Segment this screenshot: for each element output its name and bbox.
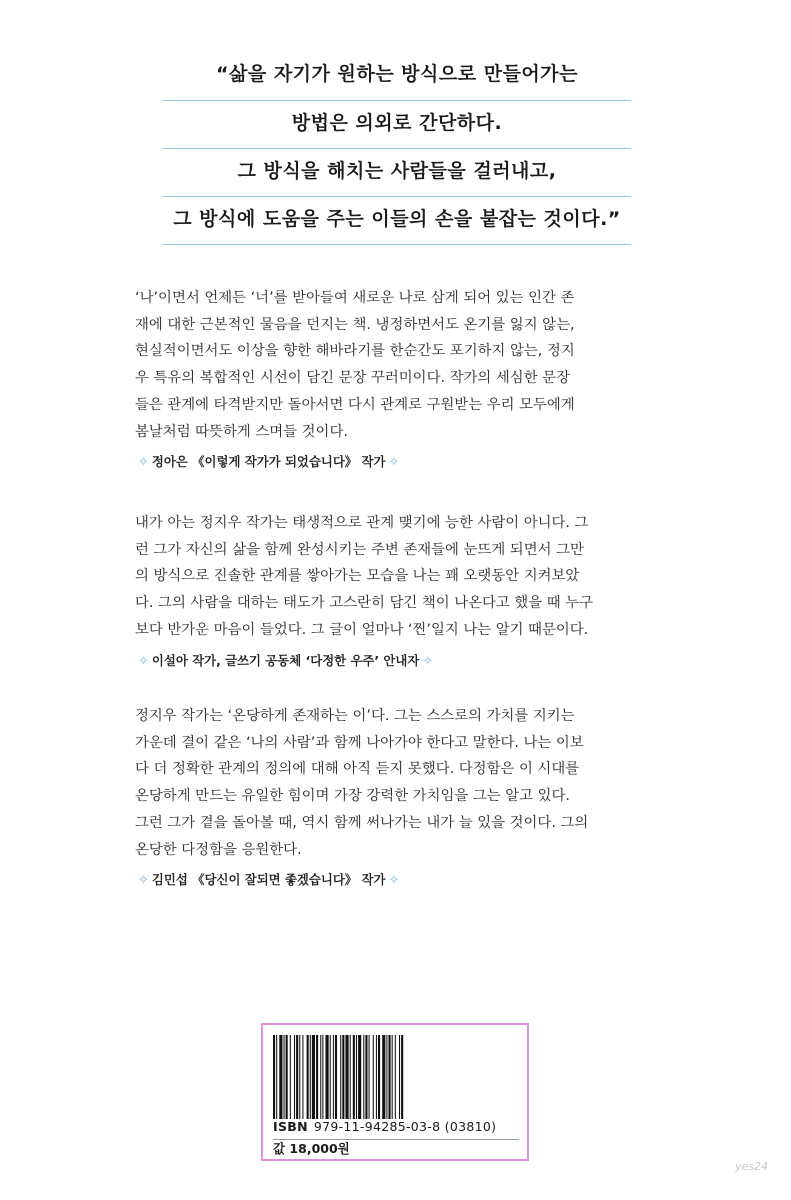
review-line: 다. 그의 사람을 대하는 태도가 고스란히 담긴 책이 나온다고 했을 때 누구	[135, 595, 594, 612]
sparkle-icon: ✧	[422, 653, 434, 669]
review-attribution	[135, 870, 663, 888]
review-text	[135, 510, 663, 644]
quote-line: 방법은 의외로 간단하다.	[163, 101, 631, 149]
quote-line: “삶을 자기가 원하는 방식으로 만들어가는	[163, 52, 631, 101]
review-line: 현실적이면서도 이상을 향한 해바라기를 한순간도 포기하지 않는, 정지	[135, 343, 575, 360]
pull-quote	[163, 52, 631, 245]
review-line: 다 더 정확한 관계의 정의에 대해 아직 듣지 못했다. 다정함은 이 시대를	[135, 761, 580, 778]
isbn	[273, 1119, 519, 1134]
review-line: 가운데 결이 같은 ‘나의 사람’과 함께 나아가야 한다고 말한다. 나는 이보	[135, 734, 584, 751]
sparkle-icon: ✧	[138, 873, 149, 889]
attribution-text: 이설아 작가, 글쓰기 공동체 ‘다정한 우주’ 안내자	[151, 652, 420, 668]
review-1	[135, 285, 663, 470]
sparkle-icon: ✧	[388, 455, 400, 471]
review-line: 보다 반가운 마음이 들었다. 그 글이 얼마나 ‘찐’일지 나는 알기 때문이다.	[135, 621, 589, 638]
review-line: 내가 아는 정지우 작가는 태생적으로 관계 맺기에 능한 사람이 아니다. 그	[135, 515, 589, 531]
review-3	[135, 703, 663, 888]
quote-line: 그 방식에 도움을 주는 이들의 손을 붙잡는 것이다.”	[163, 197, 631, 245]
review-line: 재에 대한 근본적인 물음을 던지는 책. 냉정하면서도 온기를 잃지 않는,	[135, 316, 575, 333]
price: 값 18,000원	[273, 1139, 519, 1158]
quote-line: 그 방식을 해치는 사람들을 걸러내고,	[163, 149, 631, 197]
review-attribution	[135, 651, 663, 669]
barcode-icon	[273, 1035, 519, 1119]
review-text	[135, 703, 663, 863]
review-line: 온당한 다정함을 응원한다.	[135, 841, 302, 858]
isbn-label: ISBN	[273, 1119, 308, 1134]
sparkle-icon: ✧	[138, 653, 149, 669]
sparkle-icon: ✧	[388, 873, 400, 889]
barcode-box	[261, 1023, 529, 1161]
attribution-text: 정아은 《이렇게 작가가 되었습니다》 작가	[151, 454, 386, 470]
review-attribution	[135, 452, 663, 470]
isbn-number: 979-11-94285-03-8 (03810)	[313, 1119, 497, 1134]
review-line: 들은 관계에 타격받지만 돌아서면 다시 관계로 구원받는 우리 모두에게	[135, 396, 575, 413]
review-text	[135, 285, 663, 445]
sparkle-icon: ✧	[138, 455, 149, 471]
review-line: ‘나’이면서 언제든 ‘너’를 받아들여 새로운 나로 삼게 되어 있는 인간 존	[135, 290, 575, 306]
review-line: 의 방식으로 진솔한 관계를 쌓아가는 모습을 나는 꽤 오랫동안 지켜보았	[135, 568, 580, 585]
review-2	[135, 510, 663, 669]
review-line: 온당하게 만드는 유일한 힘이며 가장 강력한 가치임을 그는 알고 있다.	[135, 788, 570, 805]
review-line: 런 그가 자신의 삶을 함께 완성시키는 주변 존재들에 눈뜨게 되면서 그만	[135, 541, 584, 558]
attribution-text: 김민섭 《당신이 잘되면 좋겠습니다》 작가	[151, 872, 386, 888]
review-line: 그런 그가 곁을 돌아볼 때, 역시 함께 써나가는 내가 늘 있을 것이다. 그의	[135, 814, 589, 831]
watermark: yes24	[735, 1160, 769, 1173]
review-line: 우 특유의 복합적인 시선이 담긴 문장 꾸러미이다. 작가의 세심한 문장	[135, 370, 570, 387]
review-line: 봄날처럼 따뜻하게 스며들 것이다.	[135, 423, 348, 440]
review-line: 정지우 작가는 ‘온당하게 존재하는 이’다. 그는 스스로의 가치를 지키는	[135, 708, 575, 724]
